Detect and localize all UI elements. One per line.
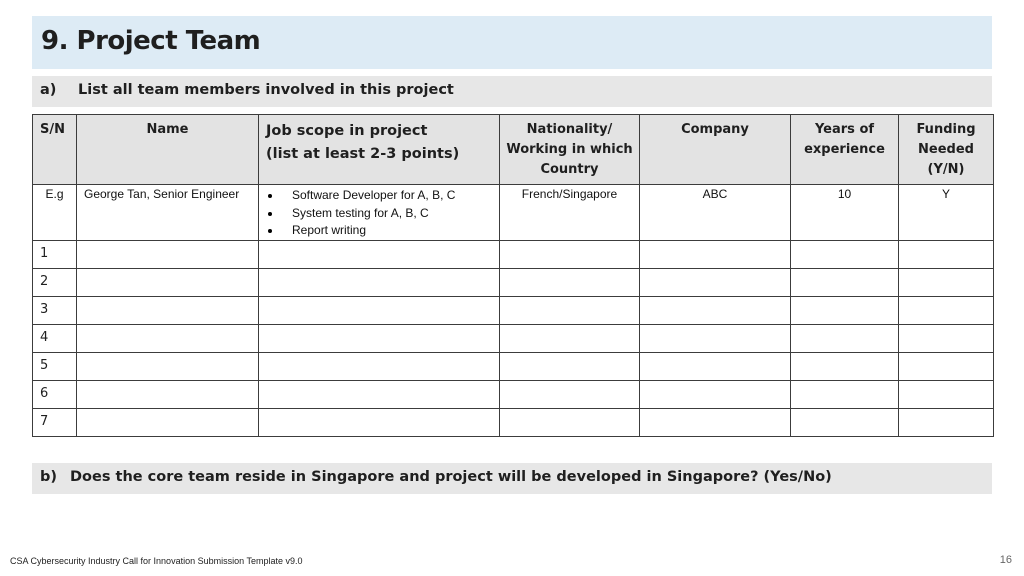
section-b-question: Does the core team reside in Singapore and project will be developed in Singapore? (Yes/No) (70, 469, 832, 485)
job-scope-cell[interactable] (259, 380, 500, 408)
company-cell[interactable] (640, 268, 791, 296)
company-cell[interactable] (640, 380, 791, 408)
job-scope-cell[interactable] (259, 296, 500, 324)
header-funding (899, 115, 994, 185)
row-number: 3 (33, 296, 77, 324)
nationality-cell[interactable] (500, 296, 640, 324)
company-cell[interactable] (640, 324, 791, 352)
years-cell[interactable] (791, 352, 899, 380)
section-a-bar (32, 76, 992, 107)
job-scope-cell[interactable] (259, 240, 500, 268)
header-sn: S/N (33, 115, 77, 185)
page-title: 9. Project Team (41, 26, 261, 56)
example-years: 10 (791, 185, 899, 241)
header-job-scope-line1: Job scope in project (266, 123, 428, 139)
example-nationality: French/Singapore (500, 185, 640, 241)
table-row (33, 324, 994, 352)
company-cell[interactable] (640, 296, 791, 324)
job-scope-list (265, 187, 499, 240)
name-cell[interactable] (77, 324, 259, 352)
name-cell[interactable] (77, 352, 259, 380)
years-cell[interactable] (791, 268, 899, 296)
nationality-cell[interactable] (500, 352, 640, 380)
header-nationality-line1: Nationality/ (526, 122, 613, 137)
job-scope-point: System testing for A, B, C (265, 205, 499, 223)
job-scope-cell[interactable] (259, 268, 500, 296)
example-name: George Tan, Senior Engineer (77, 185, 259, 241)
years-cell[interactable] (791, 296, 899, 324)
nationality-cell[interactable] (500, 268, 640, 296)
footer-text: CSA Cybersecurity Industry Call for Innovation Submission Template v9.0 (10, 556, 303, 566)
header-name: Name (77, 115, 259, 185)
example-job-scope (259, 185, 500, 241)
company-cell[interactable] (640, 408, 791, 436)
funding-cell[interactable] (899, 324, 994, 352)
table-row (33, 380, 994, 408)
table-row (33, 352, 994, 380)
row-number: 6 (33, 380, 77, 408)
example-sn: E.g (33, 185, 77, 241)
example-funding: Y (899, 185, 994, 241)
name-cell[interactable] (77, 240, 259, 268)
example-row (33, 185, 994, 241)
header-years (791, 115, 899, 185)
header-nationality-line3: Country (540, 162, 599, 177)
table-row (33, 268, 994, 296)
funding-cell[interactable] (899, 380, 994, 408)
job-scope-cell[interactable] (259, 352, 500, 380)
years-cell[interactable] (791, 380, 899, 408)
row-number: 1 (33, 240, 77, 268)
project-team-table (32, 114, 994, 437)
section-a-letter: a) (40, 82, 57, 98)
job-scope-cell[interactable] (259, 408, 500, 436)
name-cell[interactable] (77, 268, 259, 296)
table-row (33, 296, 994, 324)
header-years-line1: Years of (814, 122, 875, 137)
header-nationality-line2: Working in which (506, 142, 633, 157)
nationality-cell[interactable] (500, 324, 640, 352)
title-bar (32, 16, 992, 69)
section-b-letter: b) (40, 469, 58, 485)
funding-cell[interactable] (899, 352, 994, 380)
header-job-scope (259, 115, 500, 185)
company-cell[interactable] (640, 352, 791, 380)
header-funding-line3: (Y/N) (927, 162, 965, 177)
row-number: 2 (33, 268, 77, 296)
job-scope-point: Report writing (265, 222, 499, 240)
job-scope-cell[interactable] (259, 324, 500, 352)
page-number: 16 (999, 554, 1012, 566)
row-number: 7 (33, 408, 77, 436)
nationality-cell[interactable] (500, 380, 640, 408)
header-funding-line1: Funding (916, 122, 976, 137)
section-a-text: List all team members involved in this project (78, 82, 454, 98)
name-cell[interactable] (77, 296, 259, 324)
section-b-bar (32, 463, 992, 494)
years-cell[interactable] (791, 408, 899, 436)
years-cell[interactable] (791, 324, 899, 352)
table-row (33, 408, 994, 436)
table-header-row (33, 115, 994, 185)
name-cell[interactable] (77, 380, 259, 408)
job-scope-point: Software Developer for A, B, C (265, 187, 499, 205)
header-nationality (500, 115, 640, 185)
header-company: Company (640, 115, 791, 185)
header-years-line2: experience (804, 142, 885, 157)
nationality-cell[interactable] (500, 408, 640, 436)
example-company: ABC (640, 185, 791, 241)
funding-cell[interactable] (899, 240, 994, 268)
table-row (33, 240, 994, 268)
funding-cell[interactable] (899, 408, 994, 436)
row-number: 4 (33, 324, 77, 352)
header-funding-line2: Needed (918, 142, 974, 157)
funding-cell[interactable] (899, 296, 994, 324)
header-job-scope-line2: (list at least 2-3 points) (266, 146, 460, 162)
years-cell[interactable] (791, 240, 899, 268)
nationality-cell[interactable] (500, 240, 640, 268)
funding-cell[interactable] (899, 268, 994, 296)
company-cell[interactable] (640, 240, 791, 268)
name-cell[interactable] (77, 408, 259, 436)
row-number: 5 (33, 352, 77, 380)
